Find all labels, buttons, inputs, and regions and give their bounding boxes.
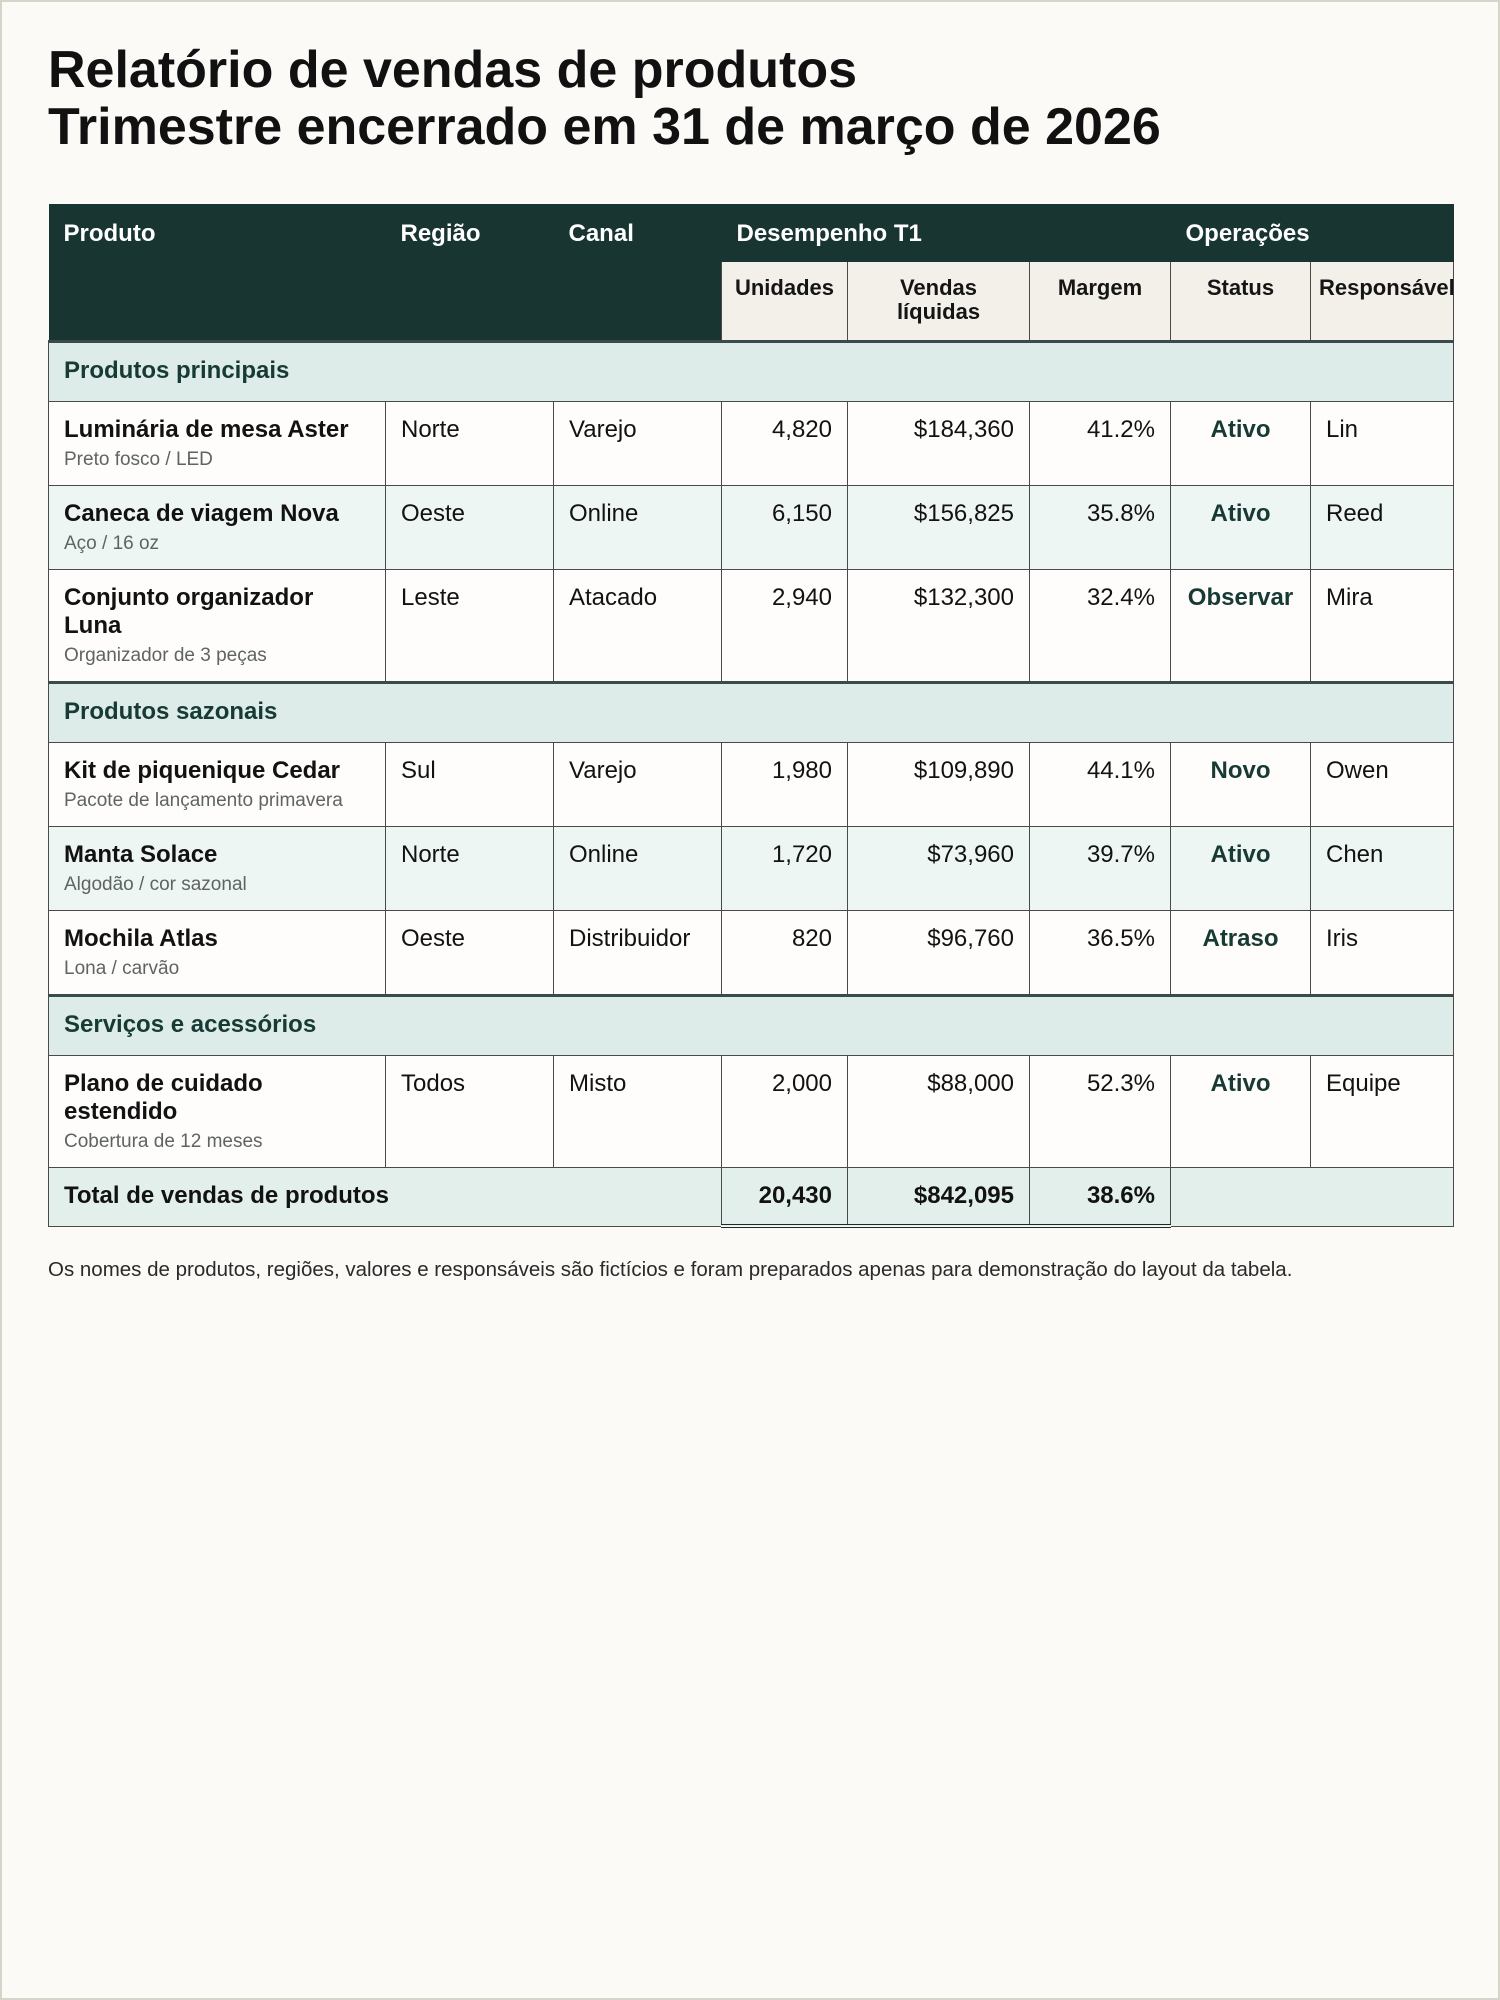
product-description: Lona / carvão xyxy=(64,958,180,979)
total-label: Total de vendas de produtos xyxy=(49,1168,722,1227)
net-sales-cell: $184,360 xyxy=(848,402,1030,486)
header-operations: Operações xyxy=(1171,204,1454,262)
title-line-2: Trimestre encerrado em 31 de março de 2026 xyxy=(48,98,1161,156)
channel-cell: Distribuidor xyxy=(554,911,722,996)
units-cell: 1,720 xyxy=(722,827,848,911)
margin-cell: 32.4% xyxy=(1030,570,1171,683)
product-description: Organizador de 3 peças xyxy=(64,645,267,666)
margin-cell: 39.7% xyxy=(1030,827,1171,911)
margin-cell: 35.8% xyxy=(1030,486,1171,570)
margin-cell: 36.5% xyxy=(1030,911,1171,996)
owner-cell: Mira xyxy=(1311,570,1454,683)
header-net-sales: Vendas líquidas xyxy=(848,262,1030,342)
margin-cell: 52.3% xyxy=(1030,1056,1171,1168)
units-cell: 820 xyxy=(722,911,848,996)
group-label: Produtos sazonais xyxy=(49,683,1454,743)
region-cell: Todos xyxy=(386,1056,554,1168)
channel-cell: Online xyxy=(554,486,722,570)
product-name: Conjunto organizador Luna xyxy=(64,584,314,639)
product-cell xyxy=(49,827,386,911)
title-line-1: Relatório de vendas de produtos xyxy=(48,41,858,99)
status-cell: Observar xyxy=(1171,570,1311,683)
header-status: Status xyxy=(1171,262,1311,342)
table-body xyxy=(49,342,1454,1227)
channel-cell: Varejo xyxy=(554,743,722,827)
units-cell: 1,980 xyxy=(722,743,848,827)
margin-cell: 41.2% xyxy=(1030,402,1171,486)
product-cell xyxy=(49,1056,386,1168)
owner-cell: Lin xyxy=(1311,402,1454,486)
product-description: Cobertura de 12 meses xyxy=(64,1131,263,1152)
header-margin: Margem xyxy=(1030,262,1171,342)
header-blank xyxy=(386,262,554,342)
header-region: Região xyxy=(386,204,554,262)
region-cell: Norte xyxy=(386,827,554,911)
group-row xyxy=(49,342,1454,402)
region-cell: Leste xyxy=(386,570,554,683)
product-cell xyxy=(49,743,386,827)
header-units: Unidades xyxy=(722,262,848,342)
total-margin: 38.6% xyxy=(1030,1168,1171,1227)
group-label: Produtos principais xyxy=(49,342,1454,402)
channel-cell: Online xyxy=(554,827,722,911)
table-row xyxy=(49,911,1454,996)
product-cell xyxy=(49,570,386,683)
header-product: Produto xyxy=(49,204,386,262)
total-row xyxy=(49,1168,1454,1227)
net-sales-cell: $73,960 xyxy=(848,827,1030,911)
total-blank xyxy=(1171,1168,1454,1227)
net-sales-cell: $132,300 xyxy=(848,570,1030,683)
status-cell: Ativo xyxy=(1171,486,1311,570)
report-title xyxy=(48,42,1452,156)
table-row xyxy=(49,1056,1454,1168)
margin-cell: 44.1% xyxy=(1030,743,1171,827)
total-net-sales: $842,095 xyxy=(848,1168,1030,1227)
status-cell: Ativo xyxy=(1171,402,1311,486)
table-row xyxy=(49,570,1454,683)
product-name: Luminária de mesa Aster xyxy=(64,416,349,443)
product-name: Plano de cuidado estendido xyxy=(64,1070,263,1125)
product-description: Preto fosco / LED xyxy=(64,449,213,470)
region-cell: Oeste xyxy=(386,486,554,570)
product-description: Algodão / cor sazonal xyxy=(64,874,247,895)
channel-cell: Atacado xyxy=(554,570,722,683)
owner-cell: Iris xyxy=(1311,911,1454,996)
product-name: Caneca de viagem Nova xyxy=(64,500,339,527)
product-description: Pacote de lançamento primavera xyxy=(64,790,343,811)
net-sales-cell: $156,825 xyxy=(848,486,1030,570)
owner-cell: Equipe xyxy=(1311,1056,1454,1168)
table-row xyxy=(49,402,1454,486)
product-cell xyxy=(49,911,386,996)
status-cell: Ativo xyxy=(1171,1056,1311,1168)
product-name: Manta Solace xyxy=(64,841,218,868)
product-name: Mochila Atlas xyxy=(64,925,218,952)
region-cell: Oeste xyxy=(386,911,554,996)
header-channel: Canal xyxy=(554,204,722,262)
net-sales-cell: $96,760 xyxy=(848,911,1030,996)
table-row xyxy=(49,743,1454,827)
units-cell: 4,820 xyxy=(722,402,848,486)
status-cell: Novo xyxy=(1171,743,1311,827)
total-units: 20,430 xyxy=(722,1168,848,1227)
group-row xyxy=(49,996,1454,1056)
group-label: Serviços e acessórios xyxy=(49,996,1454,1056)
header-performance: Desempenho T1 xyxy=(722,204,1171,262)
region-cell: Norte xyxy=(386,402,554,486)
footnote: Os nomes de produtos, regiões, valores e responsáveis são fictícios e foram preparados apenas para demonstração do layout da tabela. xyxy=(48,1258,1293,1281)
header-blank xyxy=(554,262,722,342)
owner-cell: Owen xyxy=(1311,743,1454,827)
group-row xyxy=(49,683,1454,743)
sales-table xyxy=(48,204,1454,1228)
units-cell: 2,000 xyxy=(722,1056,848,1168)
net-sales-cell: $109,890 xyxy=(848,743,1030,827)
product-cell xyxy=(49,402,386,486)
product-description: Aço / 16 oz xyxy=(64,533,160,554)
channel-cell: Misto xyxy=(554,1056,722,1168)
status-cell: Ativo xyxy=(1171,827,1311,911)
table-row xyxy=(49,827,1454,911)
table-row xyxy=(49,486,1454,570)
owner-cell: Reed xyxy=(1311,486,1454,570)
header-blank xyxy=(49,262,386,342)
net-sales-cell: $88,000 xyxy=(848,1056,1030,1168)
region-cell: Sul xyxy=(386,743,554,827)
units-cell: 6,150 xyxy=(722,486,848,570)
status-cell: Atraso xyxy=(1171,911,1311,996)
header-owner: Responsável xyxy=(1311,262,1454,342)
owner-cell: Chen xyxy=(1311,827,1454,911)
product-name: Kit de piquenique Cedar xyxy=(64,757,341,784)
product-cell xyxy=(49,486,386,570)
units-cell: 2,940 xyxy=(722,570,848,683)
channel-cell: Varejo xyxy=(554,402,722,486)
